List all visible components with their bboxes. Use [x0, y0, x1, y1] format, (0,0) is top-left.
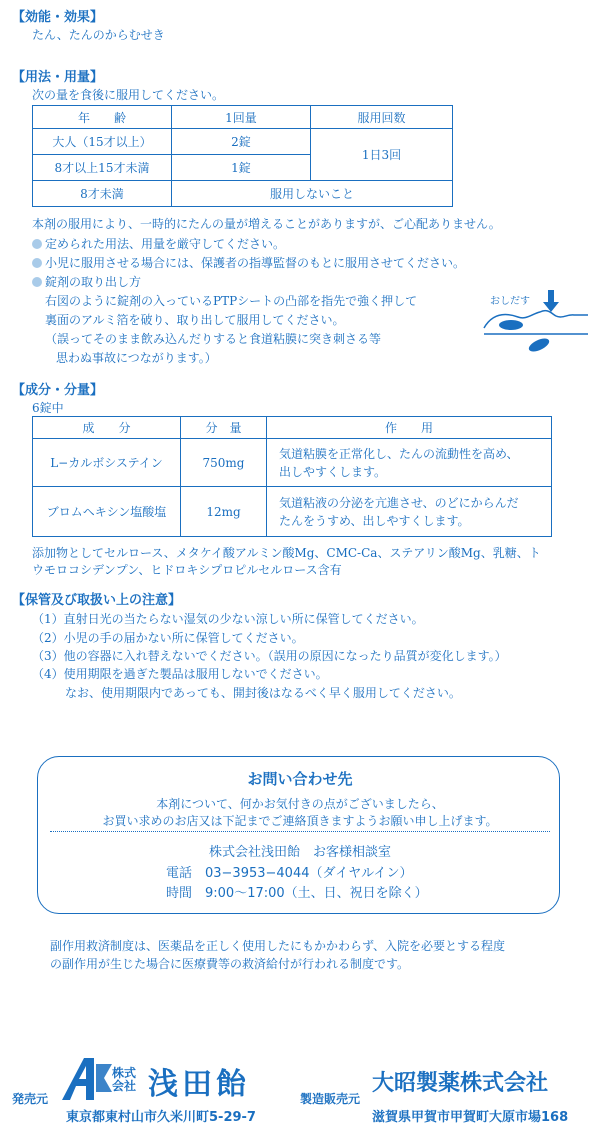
dosage-header-frequency: 服用回数: [311, 106, 453, 129]
bullet-icon: [32, 277, 42, 287]
ingredient-name: ブロムヘキシン塩酸塩: [33, 487, 181, 537]
ingredient-name: L−カルボシステイン: [33, 439, 181, 487]
ingredient-action: 気道粘液の分泌を亢進させ、のどにからんだ たんをうすめ、出しやすくします。: [267, 487, 552, 537]
seller-address: 東京都東村山市久米川町5-29-7: [66, 1110, 256, 1125]
dosage-bullet-item: [32, 273, 141, 290]
ingredients-per: 6錠中: [32, 401, 64, 415]
storage-item: （4）使用期限を過ぎた製品は服用しないでください。: [32, 667, 328, 681]
dosage-header-amount: 1回量: [172, 106, 311, 129]
ingredients-table: [32, 416, 552, 537]
seller-label: 発売元: [12, 1092, 49, 1106]
dosage-bullet-item: [32, 254, 465, 271]
effects-heading: 【効能・効果】: [12, 10, 104, 25]
dosage-row-amount: 2錠: [172, 129, 311, 155]
contact-line: 本剤について、何かお気付きの点がございましたら、: [156, 797, 444, 811]
ingredient-amount: 750mg: [181, 439, 267, 487]
maker-address: 滋賀県甲賀市甲賀町大原市場168: [372, 1110, 569, 1125]
removal-line: 右図のように錠剤の入っているPTPシートの凸部を指先で強く押して: [45, 294, 418, 308]
dosage-heading: 【用法・用量】: [12, 70, 104, 85]
storage-item: なお、使用期限内であっても、開封後はなるべく早く服用してください。: [65, 686, 461, 700]
ingredients-header-action: 作 用: [267, 417, 552, 439]
ingredients-header-amount: 分 量: [181, 417, 267, 439]
additives-line: 添加物としてセルロース、メタケイ酸アルミン酸Mg、CMC-Ca、ステアリン酸Mg、乳糖、ト: [32, 546, 541, 560]
relief-line: 副作用救済制度は、医薬品を正しく使用したにもかかわらず、入院を必要とする程度: [50, 939, 506, 953]
bullet-icon: [32, 239, 42, 249]
contact-company: 株式会社浅田飴 お客様相談室: [208, 845, 391, 860]
bullet-icon: [32, 258, 42, 268]
ingredient-action: 気道粘膜を正常化し、たんの流動性を高め、 出しやすくします。: [267, 439, 552, 487]
dosage-note: 本剤の服用により、一時的にたんの量が増えることがありますが、ご心配ありません。: [32, 217, 501, 231]
relief-line: の副作用が生じた場合に医療費等の救済給付が行われる制度です。: [50, 957, 410, 971]
contact-title: お問い合わせ先: [247, 770, 353, 788]
dosage-row-age: 8才以上15才未満: [33, 155, 172, 181]
dosage-frequency: 1日3回: [311, 129, 453, 181]
ingredient-amount: 12mg: [181, 487, 267, 537]
additives-line: ウモロコシデンプン、ヒドロキシプロピルセルロース含有: [32, 563, 342, 577]
contact-phone: 電話 03−3953−4044（ダイヤルイン）: [166, 866, 413, 881]
dosage-table: [32, 105, 453, 207]
dosage-bullet-item: [32, 235, 285, 252]
press-label: おしだす: [490, 296, 530, 307]
storage-item: （3）他の容器に入れ替えないでください。（誤用の原因になったり品質が変化します。）: [32, 649, 507, 663]
removal-line: 思わぬ事故につながります。）: [56, 351, 217, 365]
bullet-text: 錠剤の取り出し方: [45, 275, 142, 289]
ingredients-header-name: 成 分: [33, 417, 181, 439]
dosage-row-not-allowed: 服用しないこと: [172, 181, 453, 207]
storage-heading: 【保管及び取扱い上の注意】: [12, 593, 182, 608]
storage-item: （1）直射日光の当たらない湿気の少ない涼しい所に保管してください。: [32, 612, 424, 626]
storage-item: （2）小児の手の届かない所に保管してください。: [32, 631, 304, 645]
bullet-text: 小児に服用させる場合には、保護者の指導監督のもとに服用させてください。: [45, 256, 466, 270]
removal-line: 裏面のアルミ箔を破り、取り出して服用してください。: [45, 313, 345, 327]
dosage-row-age: 大人（15才以上）: [33, 129, 172, 155]
bullet-text: 定められた用法、用量を厳守してください。: [45, 237, 286, 251]
dosage-intro: 次の量を食後に服用してください。: [32, 88, 225, 102]
contact-hours: 時間 9:00〜17:00（土、日、祝日を除く）: [166, 886, 428, 901]
maker-name: 大昭製薬株式会社: [372, 1071, 549, 1096]
contact-line: お買い求めのお店又は下記までご連絡頂きますようお願い申し上げます。: [102, 814, 498, 828]
asadaame-logo-icon: [60, 1056, 114, 1102]
dosage-header-age: 年 齢: [33, 106, 172, 129]
contact-divider: [50, 831, 550, 832]
seller-name: 浅田飴: [148, 1067, 250, 1102]
dosage-row-amount: 1錠: [172, 155, 311, 181]
ptp-sheet-illustration: [478, 284, 590, 364]
ingredients-heading: 【成分・分量】: [12, 383, 104, 398]
dosage-row-age: 8才未満: [33, 181, 172, 207]
effects-text: たん、たんのからむせき: [32, 28, 165, 42]
maker-label: 製造販売元: [300, 1092, 361, 1106]
seller-name-small: 株式会社: [112, 1066, 137, 1093]
removal-line: （誤ってそのまま飲み込んだりすると食道粘膜に突き刺さる等: [45, 332, 382, 346]
